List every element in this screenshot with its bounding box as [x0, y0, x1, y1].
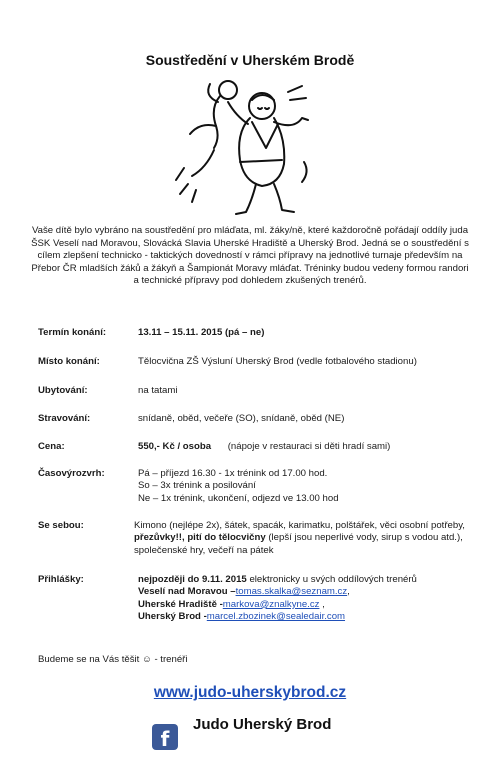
schedule-line: Ne – 1x trénink, ukončení, odjezd ve 13.00 hod [138, 492, 339, 504]
termin-label: Termín konání: [38, 327, 107, 338]
termin-value: 13.11 – 15.11. 2015 (pá – ne) [138, 327, 265, 338]
club-name: Judo Uherský Brod [193, 716, 332, 733]
intro-paragraph: Vaše dítě bylo vybráno na soustředění pro mláďata, ml. žáky/ně, které každoročně pořádají oddíly juda ŠSK Veselí nad Moravou, Slovácká Slavia Uherské Hradiště a Uherský Brod. Jedná se o soustředění s cílem zlepšení technicko - taktických dovedností v rámci přípravy na jednotlivé turnaje především na Přebor ČR mladších žáků a žákyň a Šampionát Moravy mláďat. Tréninky budou vedeny formou randori a technické přípravy pod dohledem zkušených trenérů. [31, 225, 469, 287]
casovy-label: Časovýrozvrh: [38, 468, 105, 479]
cena-amount: 550,- Kč / osoba [138, 441, 212, 452]
contact-line [138, 599, 478, 611]
facebook-icon[interactable]: f [152, 724, 178, 750]
contact-line [138, 611, 478, 623]
contact-email-link[interactable]: marcel.zbozinek@sealedair.com [206, 611, 346, 623]
contact-line [138, 586, 478, 598]
schedule-line: So – 3x trénink a posilování [138, 480, 256, 492]
prihlasky-label: Přihlášky: [38, 574, 84, 585]
contact-suffix: , [319, 598, 325, 610]
contact-email-link[interactable]: tomas.skalka@seznam.cz [235, 586, 348, 598]
cena-value [138, 441, 478, 453]
deadline-rest: elektronicky u svých oddílových trenérů [249, 574, 417, 585]
prihlasky-deadline [138, 574, 478, 586]
prihlasky-value [138, 574, 478, 624]
judo-throw-illustration-icon [170, 72, 320, 220]
casovy-value [138, 468, 478, 505]
misto-label: Místo konání: [38, 356, 100, 367]
contact-place: Uherský Brod - [138, 611, 207, 623]
contact-place: Veselí nad Moravou – [138, 586, 236, 598]
cena-note: (nápoje v restauraci si děti hradí sami) [227, 441, 391, 452]
contact-email-link[interactable]: markova@znalkyne.cz [222, 598, 320, 610]
ubytovani-label: Ubytování: [38, 385, 88, 396]
sebou-value [134, 520, 480, 557]
sebou-text-2: (lepší jsou neperlivé vody, sirup s vodou atd.), společenské hry, večeří na pátek [134, 532, 463, 556]
ubytovani-value: na tatami [138, 385, 178, 396]
sebou-text-1: Kimono (nejlépe 2x), šátek, spacák, karimatku, polštářek, věci osobní potřeby, [134, 520, 465, 531]
stravovani-label: Stravování: [38, 413, 91, 424]
stravovani-value: snídaně, oběd, večeře (SO), snídaně, oběd (NE) [138, 413, 345, 424]
schedule-line: Pá – příjezd 16.30 - 1x trénink od 17.00 hod. [138, 468, 328, 479]
contact-place: Uherské Hradiště - [138, 598, 223, 610]
contact-suffix: , [347, 586, 350, 598]
cena-label: Cena: [38, 441, 65, 452]
sebou-label: Se sebou: [38, 520, 84, 531]
deadline-bold: nejpozději do 9.11. 2015 [138, 574, 247, 585]
sebou-text-bold: přezůvky!!, pití do tělocvičny [134, 532, 266, 544]
closing-text: Budeme se na Vás těšit ☺ - trenéři [38, 654, 188, 665]
page-title: Soustředění v Uherském Brodě [145, 52, 355, 68]
misto-value: Tělocvična ZŠ Výsluní Uherský Brod (vedle fotbalového stadionu) [138, 356, 417, 367]
website-link[interactable]: www.judo-uherskybrod.cz [153, 684, 347, 701]
